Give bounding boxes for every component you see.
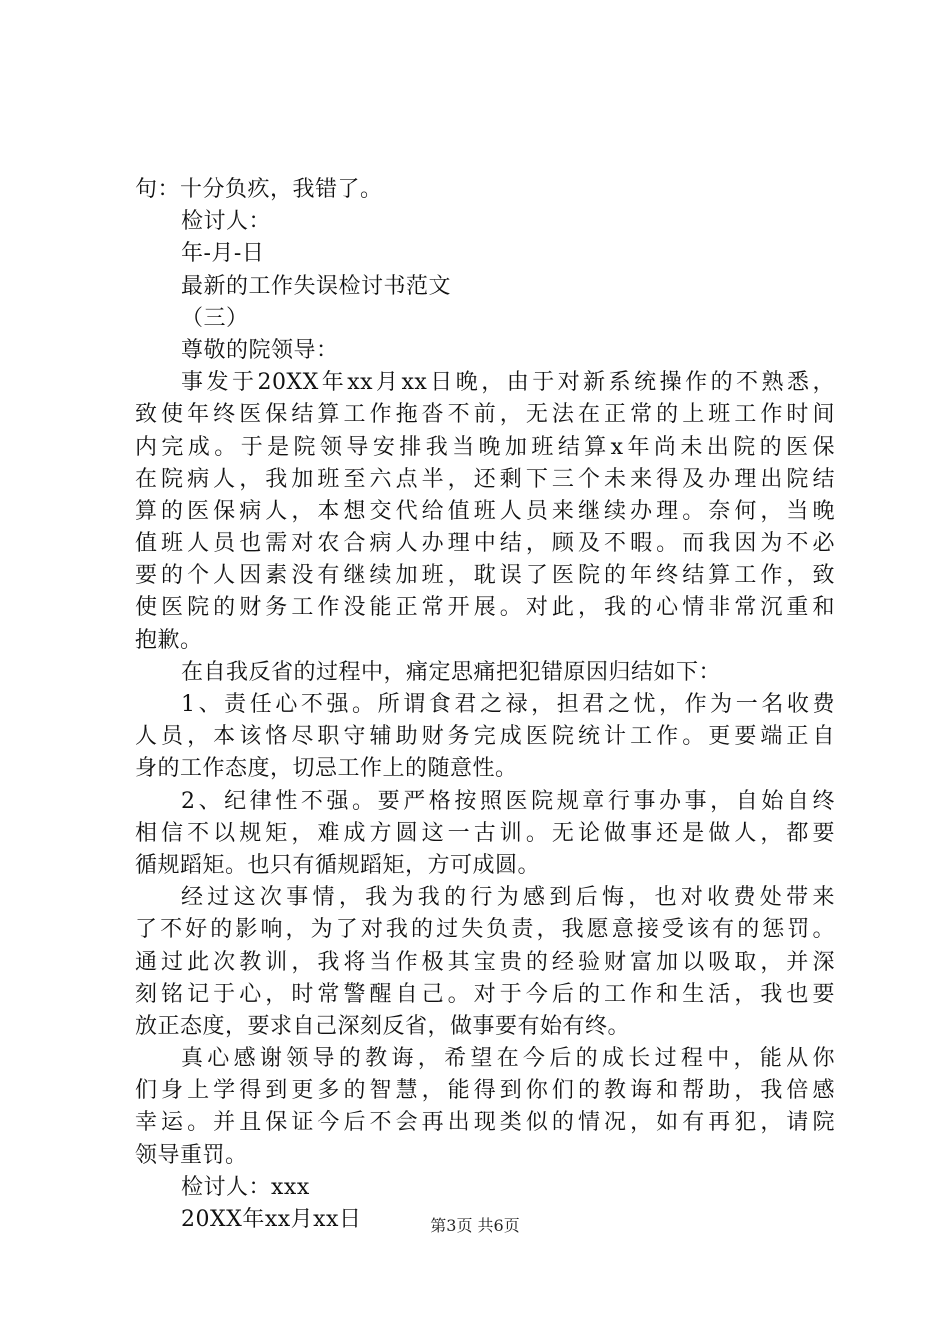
document-body [135,174,835,1236]
text-line: 了不好的影响，为了对我的过失负责，我愿意接受该有的惩罚。 [135,917,835,943]
text-line: 领导重罚。 [135,1142,248,1168]
salutation: 尊敬的院领导： [181,337,339,363]
text-line: 句：十分负疚，我错了。 [135,177,383,202]
text-line: 们身上学得到更多的智慧，能得到你们的教诲和帮助，我倍感 [135,1078,835,1104]
text-line: 经过这次事情，我为我的行为感到后悔，也对收费处带来 [181,885,835,911]
text-line: 抱歉。 [135,627,203,653]
page-footer: 第3页 共6页 [430,1216,520,1235]
text-line: 通过此次教训，我将当作极其宝贵的经验财富加以吸取，并深 [135,949,835,975]
date-line: 20XX年xx月xx日 [181,1207,362,1232]
text-line: 身的工作态度，切忌工作上的随意性。 [135,756,518,782]
text-line: 放正态度，要求自己深刻反省，做事要有始有终。 [135,1013,631,1039]
text-line: 内完成。于是院领导安排我当晚加班结算x年尚未出院的医保 [135,434,835,460]
text-line: 使医院的财务工作没能正常开展。对此，我的心情非常沉重和 [135,595,835,621]
text-line: 相信不以规矩，难成方圆这一古训。无论做事还是做人，都要 [135,820,835,846]
section-title: 最新的工作失误检讨书范文 [181,273,452,299]
text-line: 真心感谢领导的教诲，希望在今后的成长过程中，能从你 [181,1046,835,1072]
section-number: （三） [181,305,249,331]
text-line: 1、责任心不强。所谓食君之禄，担君之忧，作为一名收费 [181,692,835,717]
text-line: 年-月-日 [181,241,265,267]
text-line: 要的个人因素没有继续加班，耽误了医院的年终结算工作，致 [135,563,835,589]
text-line: 人员，本该恪尽职守辅助财务完成医院统计工作。更要端正自 [135,724,835,750]
text-line: 检讨人： [181,209,272,235]
text-line: 致使年终医保结算工作拖沓不前，无法在正常的上班工作时间 [135,402,835,428]
signature-line: 检讨人：xxx [181,1174,310,1200]
text-line: 循规蹈矩。也只有循规蹈矩，方可成圆。 [135,852,541,878]
text-line: 事发于20XX年xx月xx日晚，由于对新系统操作的不熟悉， [181,370,835,396]
text-line: 幸运。并且保证今后不会再出现类似的情况，如有再犯，请院 [135,1110,835,1136]
text-line: 算的医保病人，本想交代给值班人员来继续办理。奈何，当晚 [135,498,835,524]
text-line: 在院病人，我加班至六点半，还剩下三个未来得及办理出院结 [135,466,835,492]
text-line: 刻铭记于心，时常警醒自己。对于今后的工作和生活，我也要 [135,981,835,1007]
text-line: 值班人员也需对农合病人办理中结，顾及不暇。而我因为不必 [135,531,835,557]
text-line: 在自我反省的过程中，痛定思痛把犯错原因归结如下： [181,659,722,685]
text-line: 2、纪律性不强。要严格按照医院规章行事办事，自始自终 [181,788,835,814]
